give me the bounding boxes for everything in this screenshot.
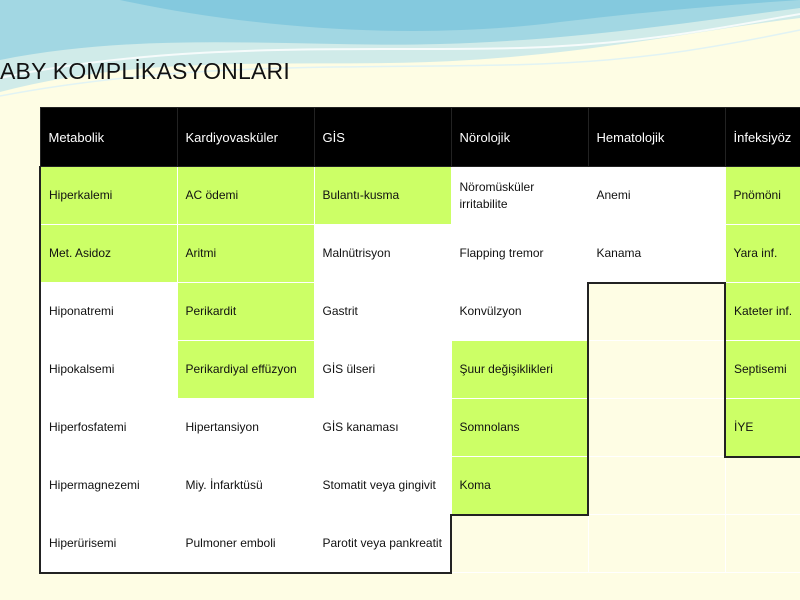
table-cell: Gastrit: [314, 283, 451, 341]
table-row: [40, 457, 800, 515]
complications-table: [39, 107, 800, 574]
header-hematolojik: Hematolojik: [588, 108, 725, 167]
table-cell: Miy. İnfarktüsü: [177, 457, 314, 515]
table-cell: İYE: [725, 399, 800, 457]
header-norolojik: Nörolojik: [451, 108, 588, 167]
table-cell: Yara inf.: [725, 225, 800, 283]
table-cell: Malnütrisyon: [314, 225, 451, 283]
table-cell: Somnolans: [451, 399, 588, 457]
table-cell: Kateter inf.: [725, 283, 800, 341]
header-metabolik: Metabolik: [40, 108, 177, 167]
header-gis: GİS: [314, 108, 451, 167]
table-cell: Hipermagnezemi: [40, 457, 177, 515]
table-row: [40, 399, 800, 457]
page-title: ABY KOMPLİKASYONLARI: [0, 58, 290, 84]
table-cell-empty: [588, 341, 725, 399]
table-cell-empty: [588, 399, 725, 457]
table-row: [40, 515, 800, 573]
table-cell-empty: [725, 457, 800, 515]
table-cell-empty: [588, 515, 725, 573]
header-kardiyovaskuler: Kardiyovasküler: [177, 108, 314, 167]
table-cell: Anemi: [588, 167, 725, 225]
table-cell: Hipokalsemi: [40, 341, 177, 399]
table-cell: Pnömöni: [725, 167, 800, 225]
table-cell: Septisemi: [725, 341, 800, 399]
table-header-row: [40, 108, 800, 167]
table-cell: Parotit veya pankreatit: [314, 515, 451, 573]
table-cell-empty: [451, 515, 588, 573]
table-cell: Perikardiyal effüzyon: [177, 341, 314, 399]
table-cell: Koma: [451, 457, 588, 515]
table-cell: Konvülzyon: [451, 283, 588, 341]
table-cell: Aritmi: [177, 225, 314, 283]
table-cell: Stomatit veya gingivit: [314, 457, 451, 515]
table-cell: Hiperürisemi: [40, 515, 177, 573]
table-cell-empty: [588, 457, 725, 515]
table-cell: GİS ülseri: [314, 341, 451, 399]
table-cell: Hiperkalemi: [40, 167, 177, 225]
table-row: [40, 225, 800, 283]
table-cell: Bulantı-kusma: [314, 167, 451, 225]
table-cell: Flapping tremor: [451, 225, 588, 283]
table-row: [40, 283, 800, 341]
table-row: [40, 341, 800, 399]
table-cell: Pulmoner emboli: [177, 515, 314, 573]
header-infeksiyoz: İnfeksiyöz: [725, 108, 800, 167]
table-cell: AC ödemi: [177, 167, 314, 225]
decorative-swoosh: [0, 0, 800, 110]
table-row: [40, 167, 800, 225]
table-cell: Hiperfosfatemi: [40, 399, 177, 457]
table-cell: Met. Asidoz: [40, 225, 177, 283]
table-cell-empty: [725, 515, 800, 573]
table-cell: Nöromüsküler irritabilite: [451, 167, 588, 225]
table-cell: Hiponatremi: [40, 283, 177, 341]
table-cell-empty: [588, 283, 725, 341]
table-cell: GİS kanaması: [314, 399, 451, 457]
table-cell: Şuur değişiklikleri: [451, 341, 588, 399]
table-cell: Kanama: [588, 225, 725, 283]
table-cell: Perikardit: [177, 283, 314, 341]
table-cell: Hipertansiyon: [177, 399, 314, 457]
